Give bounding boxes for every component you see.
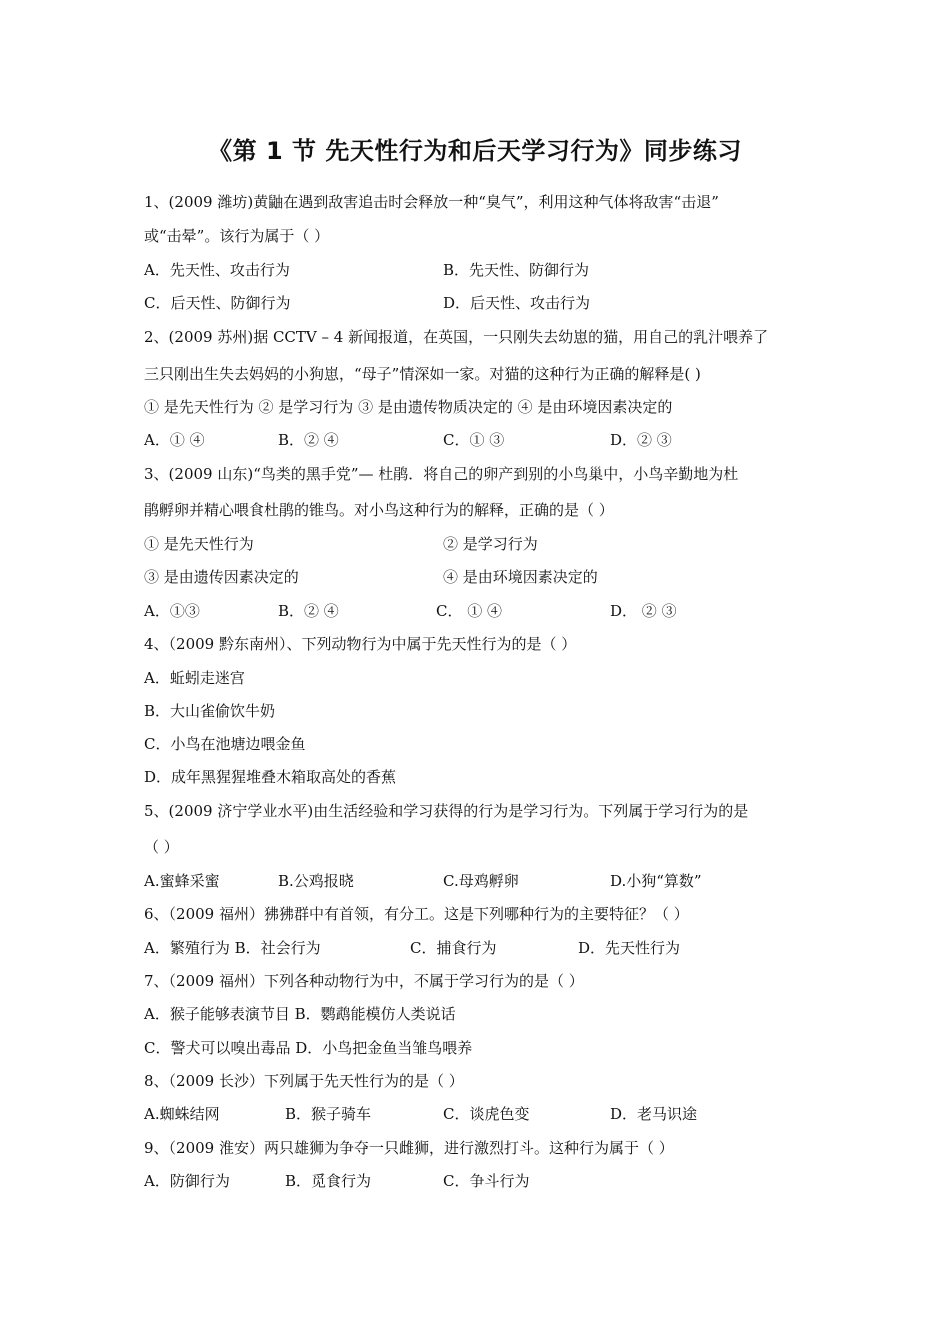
q8-option-a: A.蜘蛛结网 (144, 1105, 220, 1123)
q2-option-b: B．② ④ (278, 431, 339, 449)
q1-option-b: B．先天性、防御行为 (443, 261, 590, 279)
q1-stem-line-2: 或“击晕”。该行为属于（ ） (144, 227, 330, 245)
q5-stem-line-2: （ ） (144, 838, 179, 856)
q5-stem-line-1: 5、(2009 济宁学业水平)由生活经验和学习获得的行为是学习行为。下列属于学习行为的是 (144, 802, 749, 820)
q5-option-c: C.母鸡孵卵 (443, 872, 519, 890)
q7-options-cd: C．警犬可以嗅出毒品 D．小鸟把金鱼当雏鸟喂养 (144, 1039, 473, 1057)
q2-stem-line-1: 2、(2009 苏州)据 CCTV – 4 新闻报道，在英国，一只刚失去幼崽的猫，用自己的乳汁喂养了 (144, 328, 769, 346)
q9-option-b: B．觅食行为 (285, 1172, 372, 1190)
q5-option-a: A.蜜蜂采蜜 (144, 872, 220, 890)
q1-option-c: C．后天性、防御行为 (144, 294, 291, 312)
q5-option-b: B.公鸡报晓 (278, 872, 354, 890)
q3-stem-line-2: 鹃孵卵并精心喂食杜鹃的锥鸟。对小鸟这种行为的解释，正确的是（ ） (144, 501, 614, 519)
q9-option-c: C．争斗行为 (443, 1172, 530, 1190)
q3-statement-4: ④ 是由环境因素决定的 (443, 568, 598, 586)
q1-stem-line-1: 1、(2009 潍坊)黄鼬在遇到敌害追击时会释放一种“臭气”，利用这种气体将敌害“击退” (144, 193, 719, 211)
q3-statement-3: ③ 是由遗传因素决定的 (144, 568, 299, 586)
q5-option-d: D.小狗“算数” (610, 872, 702, 890)
q8-option-b: B．猴子骑车 (285, 1105, 372, 1123)
q3-statement-1: ① 是先天性行为 (144, 535, 254, 553)
q3-option-c: C． ① ④ (436, 602, 503, 620)
q4-option-b: B．大山雀偷饮牛奶 (144, 702, 276, 720)
q6-option-ab: A．繁殖行为 B．社会行为 (144, 939, 321, 957)
q7-options-ab: A．猴子能够表演节目 B．鹦鹉能模仿人类说话 (144, 1005, 456, 1023)
q8-option-c: C．谈虎色变 (443, 1105, 530, 1123)
q2-statements: ① 是先天性行为 ② 是学习行为 ③ 是由遗传物质决定的 ④ 是由环境因素决定的 (144, 398, 673, 416)
q3-option-b: B．② ④ (278, 602, 339, 620)
q3-option-a: A．①③ (144, 602, 200, 620)
q6-stem: 6、（2009 福州）狒狒群中有首领，有分工。这是下列哪种行为的主要特征？（ ） (144, 905, 689, 923)
q4-option-a: A．蚯蚓走迷宫 (144, 669, 245, 687)
page-title: 《第 1 节 先天性行为和后天学习行为》同步练习 (208, 137, 742, 165)
q2-option-a: A．① ④ (144, 431, 205, 449)
q3-option-d: D． ② ③ (610, 602, 677, 620)
q3-statement-2: ② 是学习行为 (443, 535, 538, 553)
q8-stem: 8、（2009 长沙）下列属于先天性行为的是（ ） (144, 1072, 464, 1090)
q2-stem-line-2: 三只刚出生失去妈妈的小狗崽，“母子”情深如一家。对猫的这种行为正确的解释是( ) (144, 365, 701, 383)
q6-option-d: D．先天性行为 (578, 939, 681, 957)
q4-option-d: D．成年黑猩猩堆叠木箱取高处的香蕉 (144, 768, 397, 786)
q6-option-c: C．捕食行为 (410, 939, 497, 957)
q1-option-d: D．后天性、攻击行为 (443, 294, 591, 312)
q8-option-d: D．老马识途 (610, 1105, 698, 1123)
q7-stem: 7、（2009 福州）下列各种动物行为中，不属于学习行为的是（ ） (144, 972, 584, 990)
q9-option-a: A．防御行为 (144, 1172, 230, 1190)
q4-stem: 4、（2009 黔东南州）、下列动物行为中属于先天性行为的是（ ） (144, 635, 577, 653)
q1-option-a: A．先天性、攻击行为 (144, 261, 290, 279)
q3-stem-line-1: 3、(2009 山东)“鸟类的黑手党”— 杜鹃．将自己的卵产到别的小鸟巢中，小鸟辛勤地为杜 (144, 465, 739, 483)
q2-option-c: C．① ③ (443, 431, 505, 449)
q4-option-c: C．小鸟在池塘边喂金鱼 (144, 735, 306, 753)
q9-stem: 9、（2009 淮安）两只雄狮为争夺一只雌狮，进行激烈打斗。这种行为属于（ ） (144, 1139, 674, 1157)
q2-option-d: D．② ③ (610, 431, 672, 449)
